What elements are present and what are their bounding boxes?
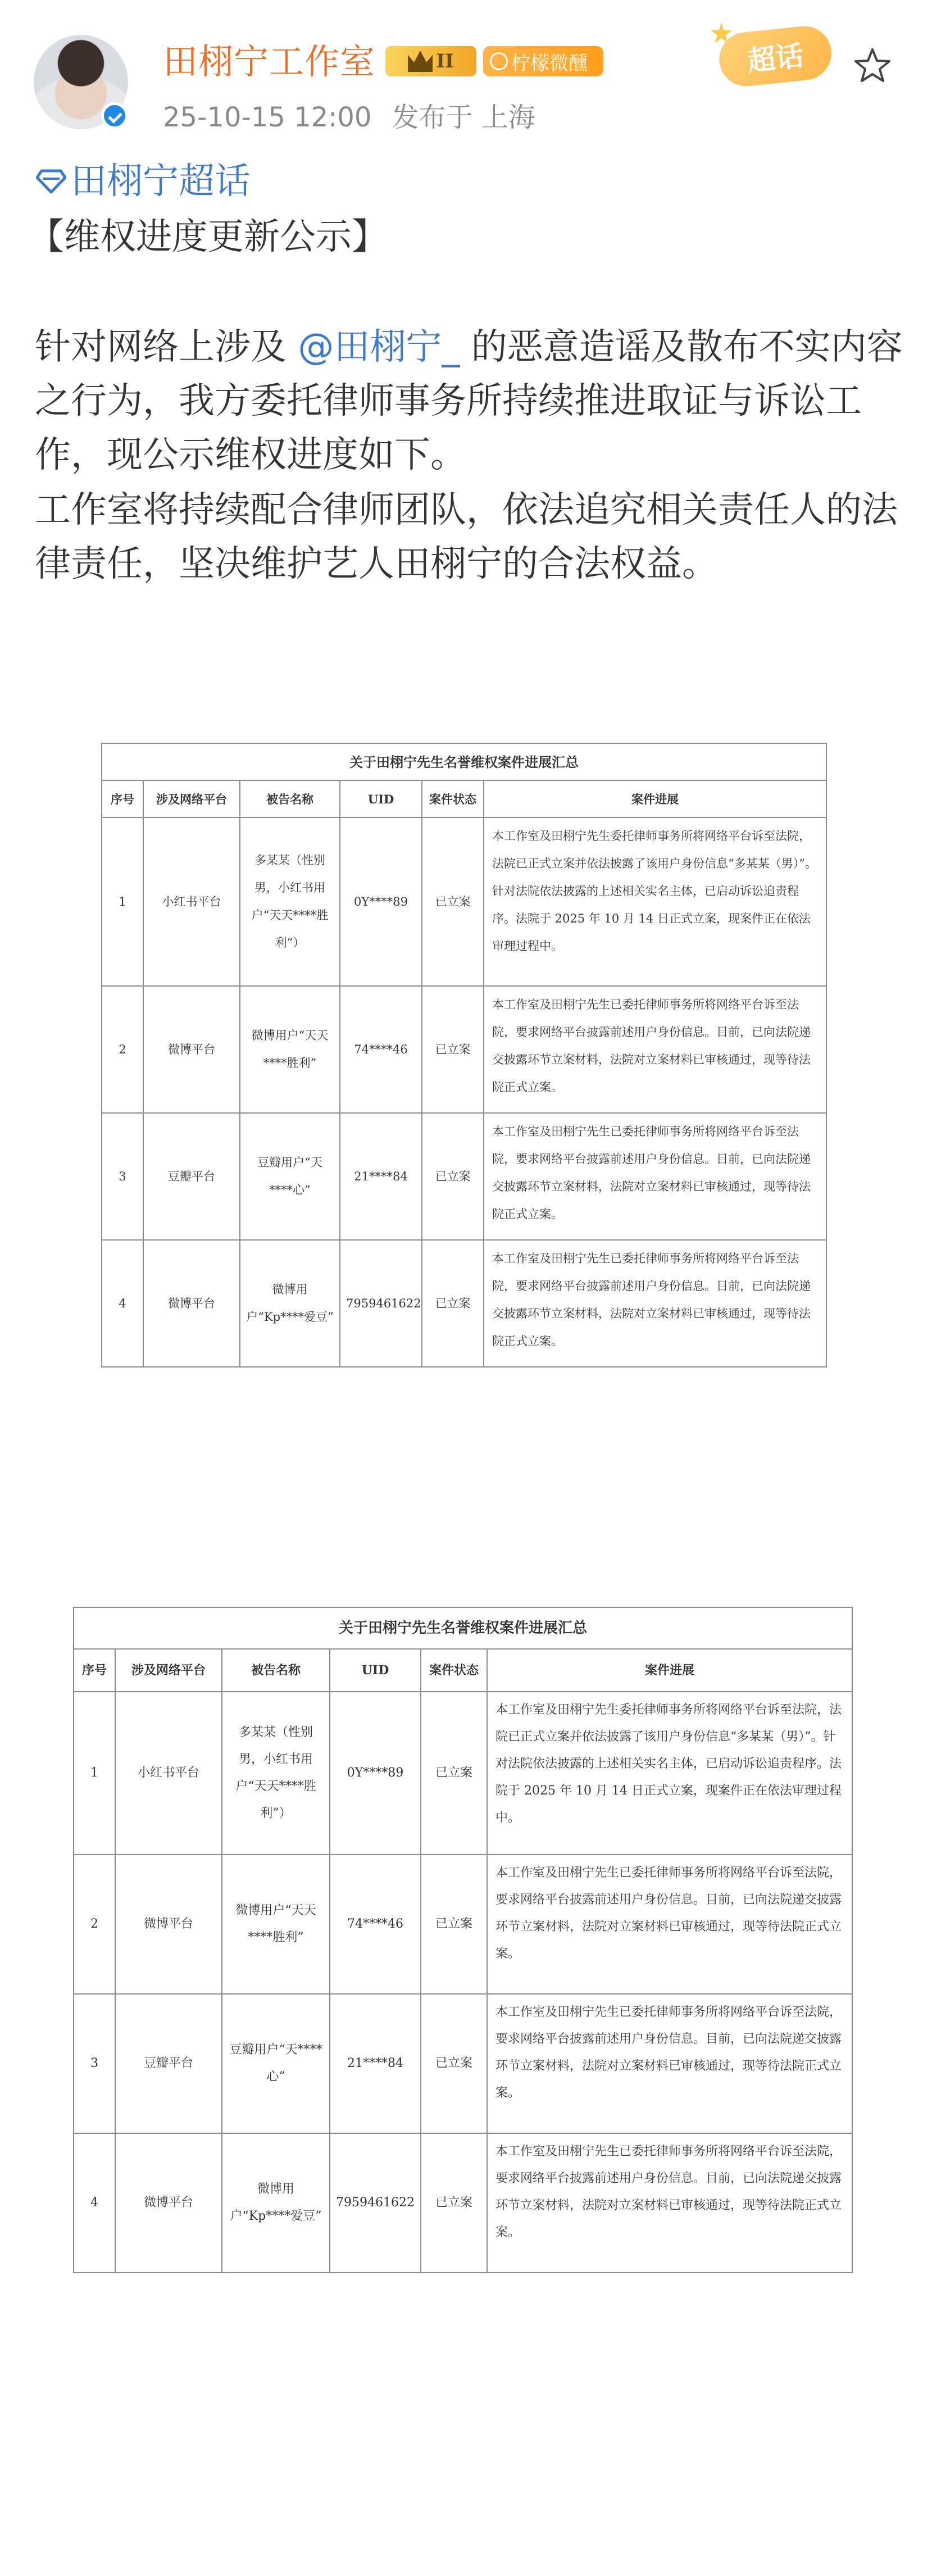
case-table-image-2[interactable] <box>73 1607 853 2264</box>
cell-platform: 微博平台 <box>115 2133 222 2273</box>
table-row <box>102 817 826 986</box>
cell-progress: 本工作室及田栩宁先生委托律师事务所将网络平台诉至法院，法院已正式立案并依法披露了该用户身份信息“多某某（男）”。针对法院依法披露的上述相关实名主体，已启动诉讼追责程序。法院于 2025 年 10 月 14 日正式立案，现案件正在依法审理过程中。 <box>487 1692 852 1855</box>
cell-status: 已立案 <box>422 986 484 1113</box>
column-header: 涉及网络平台 <box>115 1649 222 1692</box>
cell-no: 2 <box>74 1855 115 1994</box>
cell-defendant: 微博用户“Kp****爱豆” <box>240 1240 340 1367</box>
table-row <box>74 1994 852 2133</box>
cell-platform: 微博平台 <box>143 986 240 1113</box>
cell-uid: 21****84 <box>330 1994 421 2133</box>
table-row <box>74 1855 852 1994</box>
vip-level-badge[interactable] <box>385 46 476 76</box>
author-name[interactable]: 田栩宁工作室 <box>163 41 376 82</box>
topic-link[interactable] <box>36 157 251 206</box>
cell-uid: 74****46 <box>340 986 422 1113</box>
post-timestamp: 25-10-15 12:00 <box>163 102 372 133</box>
column-header: 被告名称 <box>240 780 340 817</box>
column-header: 被告名称 <box>222 1649 330 1692</box>
cell-uid: 0Y****89 <box>330 1692 421 1855</box>
table-title: 关于田栩宁先生名誉维权案件进展汇总 <box>102 743 826 780</box>
case-table-image-1[interactable] <box>101 743 827 1355</box>
cell-uid: 7959461622 <box>340 1240 422 1367</box>
cell-progress: 本工作室及田栩宁先生已委托律师事务所将网络平台诉至法院，要求网络平台披露前述用户身份信息。目前，已向法院递交披露环节立案材料，法院对立案材料已审核通过，现等待法院正式立案。 <box>484 986 826 1113</box>
table-row <box>102 1113 826 1240</box>
cell-platform: 豆瓣平台 <box>115 1994 222 2133</box>
table-row <box>102 986 826 1113</box>
column-header: 案件进展 <box>487 1649 852 1692</box>
cell-status: 已立案 <box>421 1855 487 1994</box>
verified-icon <box>101 102 128 129</box>
cell-no: 1 <box>102 817 143 986</box>
cell-uid: 7959461622 <box>330 2133 421 2273</box>
cell-progress: 本工作室及田栩宁先生已委托律师事务所将网络平台诉至法院，要求网络平台披露前述用户身份信息。目前，已向法院递交披露环节立案材料，法院对立案材料已审核通过，现等待法院正式立案。 <box>484 1240 826 1367</box>
post-headline: 【维权进度更新公示】 <box>28 216 388 258</box>
cell-uid: 74****46 <box>330 1855 421 1994</box>
cell-status: 已立案 <box>422 817 484 986</box>
cell-progress: 本工作室及田栩宁先生已委托律师事务所将网络平台诉至法院，要求网络平台披露前述用户身份信息。目前，已向法院递交披露环节立案材料，法院对立案材料已审核通过，现等待法院正式立案。 <box>487 1994 852 2133</box>
cell-defendant: 微博用户“天天****胜利” <box>240 986 340 1113</box>
case-table <box>101 743 827 1367</box>
table-row <box>74 2133 852 2273</box>
cell-progress: 本工作室及田栩宁先生已委托律师事务所将网络平台诉至法院，要求网络平台披露前述用户身份信息。目前，已向法院递交披露环节立案材料，法院对立案材料已审核通过，现等待法院正式立案。 <box>487 1855 852 1994</box>
column-header: 序号 <box>74 1649 115 1692</box>
column-header: 案件状态 <box>422 780 484 817</box>
table-title: 关于田栩宁先生名誉维权案件进展汇总 <box>74 1607 852 1649</box>
post-meta <box>163 96 535 134</box>
column-header: UID <box>330 1649 421 1692</box>
cell-progress: 本工作室及田栩宁先生已委托律师事务所将网络平台诉至法院，要求网络平台披露前述用户身份信息。目前，已向法院递交披露环节立案材料，法院对立案材料已审核通过，现等待法院正式立案。 <box>487 2133 852 2273</box>
cell-defendant: 豆瓣用户“天****心” <box>240 1113 340 1240</box>
cell-platform: 微博平台 <box>115 1855 222 1994</box>
cell-platform: 小红书平台 <box>115 1692 222 1855</box>
cell-no: 3 <box>74 1994 115 2133</box>
para1-text-before: 针对网络上涉及 <box>35 326 298 368</box>
mention-link[interactable]: @田栩宁_ <box>298 326 460 368</box>
cell-status: 已立案 <box>422 1240 484 1367</box>
cell-uid: 0Y****89 <box>340 817 422 986</box>
cell-defendant: 多某某（性别男，小红书用户“天天****胜利”） <box>240 817 340 986</box>
cell-no: 4 <box>74 2133 115 2273</box>
cell-progress: 本工作室及田栩宁先生委托律师事务所将网络平台诉至法院，法院已正式立案并依法披露了该用户身份信息“多某某（男）”。针对法院依法披露的上述相关实名主体，已启动诉讼追责程序。法院于 2025 年 10 月 14 日正式立案，现案件正在依法审理过程中。 <box>484 817 826 986</box>
post-paragraph-1 <box>35 320 911 482</box>
cell-progress: 本工作室及田栩宁先生已委托律师事务所将网络平台诉至法院，要求网络平台披露前述用户身份信息。目前，已向法院递交披露环节立案材料，法院对立案材料已审核通过，现等待法院正式立案。 <box>484 1113 826 1240</box>
cell-defendant: 微博用户“天天****胜利” <box>222 1855 330 1994</box>
cell-status: 已立案 <box>422 1113 484 1240</box>
cell-no: 3 <box>102 1113 143 1240</box>
diamond-icon <box>36 169 66 194</box>
fan-badge-label: 柠檬微醺 <box>511 52 588 75</box>
cell-no: 4 <box>102 1240 143 1367</box>
cell-defendant: 豆瓣用户“天****心” <box>222 1994 330 2133</box>
cell-platform: 微博平台 <box>143 1240 240 1367</box>
cell-no: 2 <box>102 986 143 1113</box>
cell-defendant: 微博用户“Kp****爱豆” <box>222 2133 330 2273</box>
cell-status: 已立案 <box>421 1692 487 1855</box>
column-header: 案件状态 <box>421 1649 487 1692</box>
favorite-star-icon[interactable] <box>854 47 891 83</box>
column-header: 案件进展 <box>484 780 826 817</box>
cell-platform: 小红书平台 <box>143 817 240 986</box>
fan-badge[interactable] <box>483 46 603 76</box>
column-header: 涉及网络平台 <box>143 780 240 817</box>
crown-icon <box>408 51 433 72</box>
cell-platform: 豆瓣平台 <box>143 1113 240 1240</box>
post-location: 发布于 上海 <box>392 102 535 133</box>
para1-text-after: 的恶意造谣及散布不实内容之行为，我方委托律师事务所持续推进取证与诉讼工作，现公示维权进度如下。 <box>35 326 903 476</box>
chaohua-badge-label: 超话 <box>745 39 806 78</box>
table-row <box>102 1240 826 1367</box>
table-row <box>74 1692 852 1855</box>
cell-status: 已立案 <box>421 2133 487 2273</box>
cell-no: 1 <box>74 1692 115 1855</box>
fan-badge-icon <box>490 52 508 70</box>
cell-uid: 21****84 <box>340 1113 422 1240</box>
cell-defendant: 多某某（性别男，小红书用户“天天****胜利”） <box>222 1692 330 1855</box>
vip-level-label: II <box>436 50 454 72</box>
chaohua-badge[interactable] <box>717 24 834 89</box>
post-paragraph-2: 工作室将持续配合律师团队，依法追究相关责任人的法律责任，坚决维护艺人田栩宁的合法权益。 <box>35 489 898 585</box>
column-header: UID <box>340 780 422 817</box>
topic-label: 田栩宁超话 <box>71 161 251 202</box>
case-table <box>73 1607 853 2273</box>
cell-status: 已立案 <box>421 1994 487 2133</box>
column-header: 序号 <box>102 780 143 817</box>
